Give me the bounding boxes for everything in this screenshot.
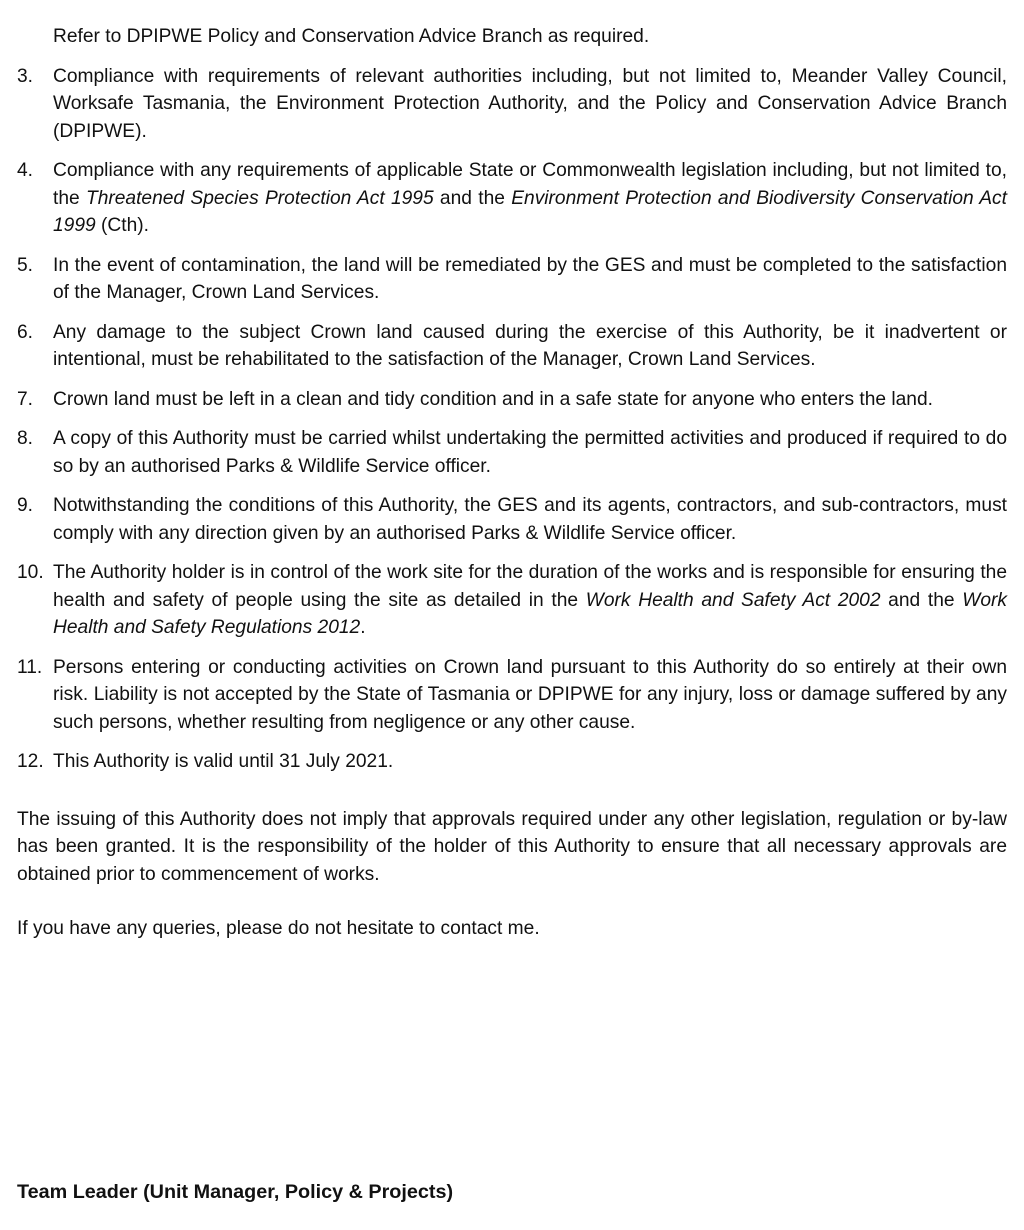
condition-text — [53, 748, 1007, 776]
condition-number: 9. — [17, 495, 34, 516]
condition-number: 7. — [17, 388, 34, 410]
legislation-title: Work Health and Safety Regulations 2012 — [53, 589, 1007, 638]
condition-item — [17, 559, 1007, 642]
condition-text-part: Notwithstanding the conditions of this Authority, the GES and its agents, contractors, and sub-contractors, must comply with any direction given by an authorised Parks & Wildlife Service officer. — [53, 495, 1007, 544]
condition-text-part: (Cth). — [95, 215, 149, 236]
condition-text-part: . — [360, 617, 366, 638]
condition-text-part: In the event of contamination, the land will be remediated by the GES and must be completed to the satisfaction of the Manager, Crown Land Services. — [53, 254, 1007, 303]
condition-number: 3. — [17, 65, 34, 87]
conditions-list — [17, 63, 1007, 776]
condition-item — [17, 386, 1007, 414]
condition-item — [17, 492, 1007, 547]
approvals-note: The issuing of this Authority does not imply that approvals required under any other legislation, regulation or by-law has been granted. It is the responsibility of the holder of this Authority to ensure that all necessary approvals are obtained prior to commencement of works. — [17, 808, 1007, 885]
condition-item — [17, 425, 1007, 480]
condition-text-part: Any damage to the subject Crown land caused during the exercise of this Authority, be it inadvertent or intentional, must be rehabilitated to the satisfaction of the Manager, Crown Land Services. — [53, 321, 1007, 370]
condition-text-part: and the — [433, 187, 512, 209]
condition-text — [53, 63, 1007, 146]
signatory-title: Team Leader (Unit Manager, Policy & Projects) — [17, 1181, 454, 1203]
condition-number: 8. — [17, 428, 34, 449]
condition-text — [53, 559, 1007, 642]
condition-text — [53, 492, 1007, 547]
condition-number: 4. — [17, 160, 34, 181]
document-page — [17, 23, 1007, 943]
condition-text-part: Persons entering or conducting activities on Crown land pursuant to this Authority do so entirely at their own risk. Liability is not accepted by the State of Tasmania or DPIPWE for any injury, loss or damage suffered by any such persons, whether resulting from negligence or any other cause. — [53, 656, 1007, 733]
condition-text-part: The Authority holder is in control of the work site for the duration of the works and is responsible for ensuring the health and safety of people using the site as detailed in the — [53, 562, 1007, 611]
condition-item — [17, 157, 1007, 240]
condition-text — [53, 654, 1007, 737]
condition-item — [17, 654, 1007, 737]
condition-number: 6. — [17, 321, 34, 343]
condition-number: 11. — [17, 656, 43, 678]
legislation-title: Environment Protection and Biodiversity Conservation Act 1999 — [53, 187, 1007, 236]
condition-item — [17, 252, 1007, 307]
condition-text-part: Compliance with requirements of relevant authorities including, but not limited to, Meander Valley Council, Worksafe Tasmania, the Environment Protection Authority, and the Policy and Conservation Advice Branch (DPIPWE). — [53, 65, 1007, 142]
condition-text-part: Crown land must be left in a clean and tidy condition and in a safe state for anyone who enters the land. — [53, 388, 933, 410]
condition-number: 10. — [17, 562, 44, 583]
legislation-title: Work Health and Safety Act 2002 — [585, 589, 881, 611]
condition-text — [53, 319, 1007, 374]
condition-text — [53, 425, 1007, 480]
legislation-title: Threatened Species Protection Act 1995 — [85, 187, 434, 209]
condition-number: 5. — [17, 254, 34, 276]
condition-text-part: A copy of this Authority must be carried whilst undertaking the permitted activities and produced if required to do so by an authorised Parks & Wildlife Service officer. — [53, 428, 1007, 477]
condition-number: 12. — [17, 751, 44, 772]
condition-text-part: This Authority is valid until 31 July 2021. — [53, 751, 394, 772]
condition-text-part: and the — [880, 589, 963, 611]
condition-item — [17, 748, 1007, 776]
continuation-line: Refer to DPIPWE Policy and Conservation Advice Branch as required. — [53, 26, 650, 47]
queries-note: If you have any queries, please do not hesitate to contact me. — [17, 918, 540, 939]
condition-text — [53, 386, 1007, 414]
condition-item — [17, 63, 1007, 146]
condition-text — [53, 157, 1007, 240]
condition-item — [17, 319, 1007, 374]
condition-text-part: Compliance with any requirements of applicable State or Commonwealth legislation including, but not limited to, the — [53, 160, 1007, 209]
condition-text — [53, 252, 1007, 307]
